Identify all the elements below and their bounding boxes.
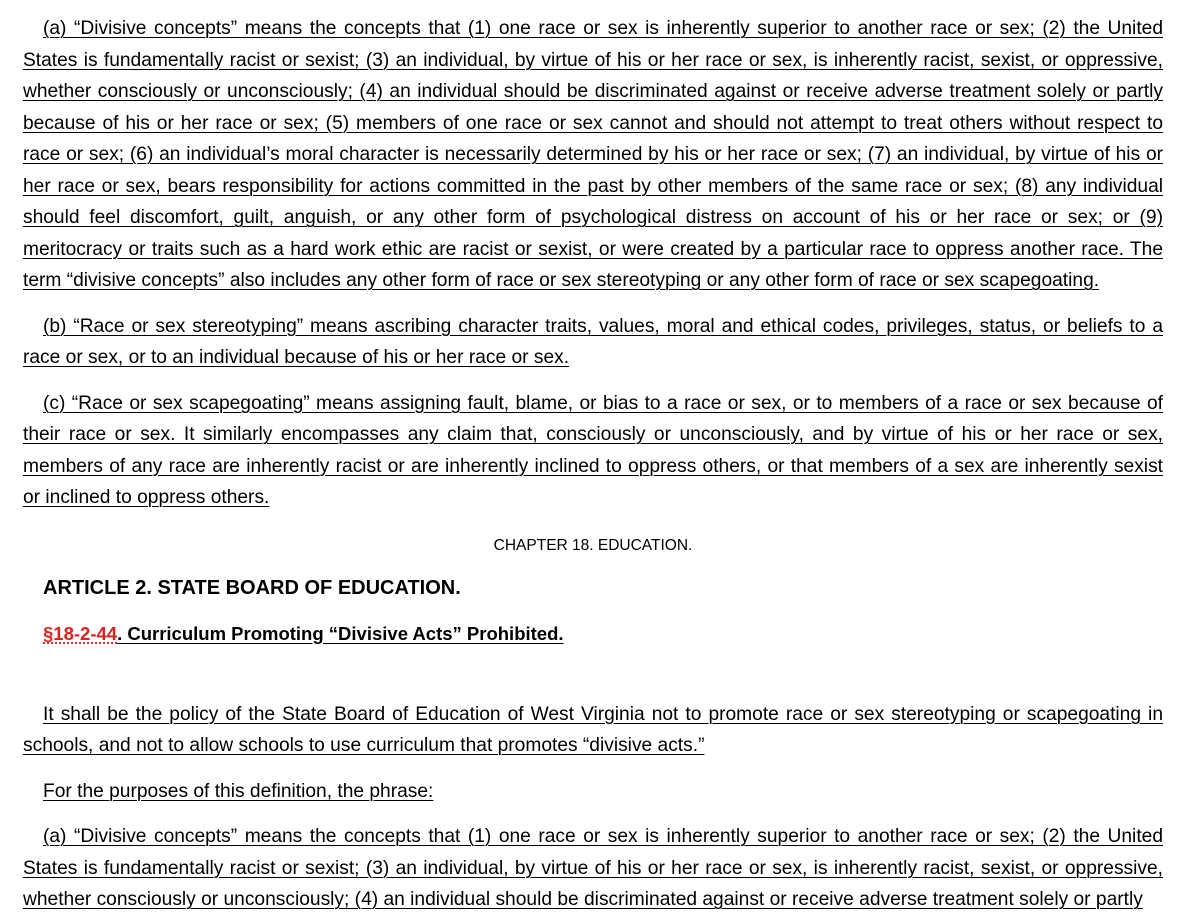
section-title: . Curriculum Promoting “Divisive Acts” Prohibited. <box>117 622 564 644</box>
spacer <box>23 649 1163 699</box>
section-heading <box>23 623 1163 649</box>
chapter-heading: CHAPTER 18. EDUCATION. <box>493 536 693 554</box>
definition-race-sex-stereotyping: (b) “Race or sex stereotyping” means ascribing character traits, values, moral and ethical codes, privileges, status, or beliefs to a race or sex, or to an individual because of his or her race or sex. <box>23 315 1163 368</box>
purposes-paragraph: For the purposes of this definition, the phrase: <box>43 780 434 802</box>
definition-divisive-concepts: (a) “Divisive concepts” means the concepts that (1) one race or sex is inherently superior to another race or sex; (2) the United States is fundamentally racist or sexist; (3) an individual, by virtue of his or her race or sex, is inherently racist, sexist, or oppressive, whether consciously or unconsciously; (4) an individual should be discriminated against or receive adverse treatment solely or partly because of his or her race or sex; (5) members of one race or sex cannot and should not attempt to treat others without respect to race or sex; (6) an individual’s moral character is necessarily determined by his or her race or sex; (7) an individual, by virtue of his or her race or sex, bears responsibility for actions committed in the past by other members of the same race or sex; (8) any individual should feel discomfort, guilt, anguish, or any other form of psychological distress on account of his or her race or sex; or (9) meritocracy or traits such as a hard work ethic are racist or sexist, or were created by a particular race to oppress another race. The term “divisive concepts” also includes any other form of race or sex stereotyping or any other form of race or sex scapegoating. <box>23 18 1163 291</box>
document-page <box>23 13 1163 916</box>
definition-divisive-concepts-repeat: (a) “Divisive concepts” means the concepts that (1) one race or sex is inherently superior to another race or sex; (2) the United States is fundamentally racist or sexist; (3) an individual, by virtue of his or her race or sex, is inherently racist, sexist, or oppressive, whether consciously or unconsciously; (4) an individual should be discriminated against or receive adverse treatment solely or partly <box>23 826 1163 910</box>
definition-race-sex-scapegoating: (c) “Race or sex scapegoating” means assigning fault, blame, or bias to a race or sex, or to members of a race or sex because of their race or sex. It similarly encompasses any claim that, consciously or unconsciously, and by virtue of his or her race or sex, members of any race are inherently racist or are inherently inclined to oppress others, or that members of a sex are inherently sexist or inclined to oppress others. <box>23 392 1163 508</box>
section-number-link[interactable]: §18-2-44 <box>43 622 118 644</box>
article-heading: ARTICLE 2. STATE BOARD OF EDUCATION. <box>43 576 461 599</box>
policy-paragraph: It shall be the policy of the State Board of Education of West Virginia not to promote race or sex stereotyping or scapegoating in schools, and not to allow schools to use curriculum that promotes “divisive acts.” <box>23 703 1163 756</box>
